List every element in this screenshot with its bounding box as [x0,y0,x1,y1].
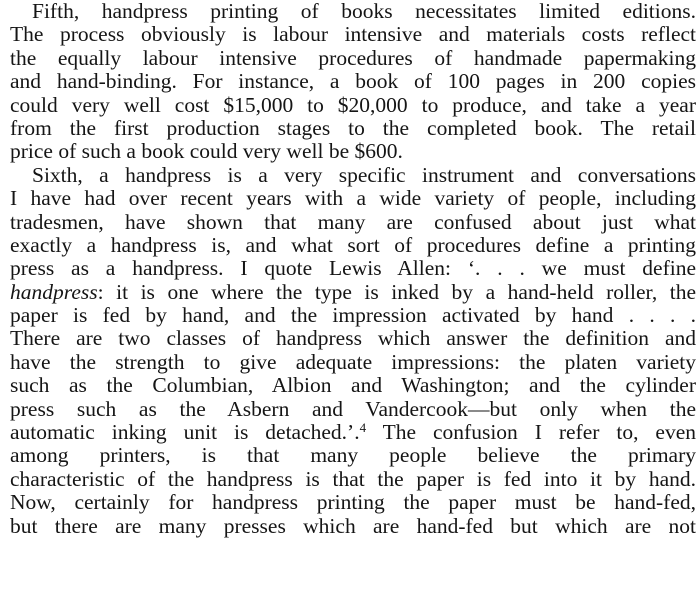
document-page [10,0,696,538]
text-line: characteristic of the handpress is that the paper is fed into it by hand. [10,466,696,491]
text-line: Fifth, handpress printing of books necessitates limited editions. [32,0,696,23]
text-line: such as the Columbian, Albion and Washington; and the cylinder [10,373,696,398]
text-line: among printers, is that many people believe the primary [10,443,696,468]
text-line: press as a handpress. I quote Lewis Allen: ‘. . . we must define [10,256,696,281]
text-line: Sixth, a handpress is a very specific instrument and conversations [32,162,696,187]
text-line: The process obviously is labour intensive and materials costs reflect [10,22,696,47]
text-line: have the strength to give adequate impressions: the platen variety [10,349,696,374]
text-line: There are two classes of handpress which answer the definition and [10,326,696,351]
text-line: and hand-binding. For instance, a book of 100 pages in 200 copies [10,69,696,94]
text-line: paper is fed by hand, and the impression activated by hand . . . . [10,303,696,328]
text-line: press such as the Asbern and Vandercook—but only when the [10,396,696,421]
text-line-with-footnote [10,421,696,444]
text-fragment: automatic inking unit is detached.’. [10,420,360,445]
paragraph-fifth [10,0,696,164]
text-line: from the first production stages to the completed book. The retail [10,115,696,140]
text-line: tradesmen, have shown that many are confused about just what [10,209,696,234]
paragraph-sixth [10,164,696,538]
text-fragment: The confusion I refer to, even [366,420,696,445]
text-line: could very well cost $15,000 to $20,000 to produce, and take a year [10,92,696,117]
text-line-with-italic [10,281,696,304]
text-line: Now, certainly for handpress printing the paper must be hand-fed, [10,490,696,515]
text-line: price of such a book could very well be $600. [10,139,403,164]
text-line: but there are many presses which are hand-fed but which are not [10,513,696,538]
text-fragment: : it is one where the type is inked by a hand-held roller, the [97,279,696,304]
footnote-reference[interactable]: 4 [359,420,367,436]
text-line: exactly a handpress is, and what sort of procedures define a printing [10,232,696,257]
italic-term: handpress [10,279,98,304]
text-line: the equally labour intensive procedures of handmade papermaking [10,45,696,70]
text-line: I have had over recent years with a wide variety of people, including [10,186,696,211]
